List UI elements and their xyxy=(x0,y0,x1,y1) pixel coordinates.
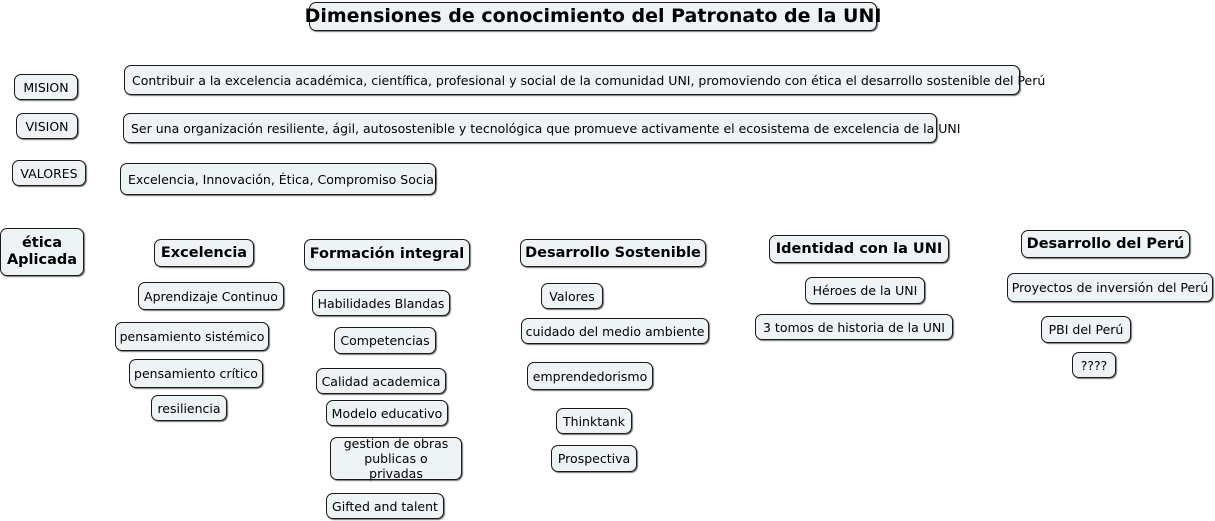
map-title: Dimensiones de conocimiento del Patronato de la UNI xyxy=(309,2,877,31)
item-heroes-uni: Héroes de la UNI xyxy=(805,277,925,304)
valores-label: VALORES xyxy=(12,160,86,186)
dimension-identidad-uni: Identidad con la UNI xyxy=(769,235,949,263)
item-pensamiento-sistemico: pensamiento sistémico xyxy=(115,322,269,351)
item-resiliencia: resiliencia xyxy=(151,395,227,421)
item-habilidades-blandas: Habilidades Blandas xyxy=(312,290,450,316)
vision-text: Ser una organización resiliente, ágil, autosostenible y tecnológica que promueve activamente el ecosistema de excelencia de la UNI xyxy=(123,113,937,143)
item-calidad-academica: Calidad academica xyxy=(316,368,446,394)
item-gestion-de-obras: gestion de obras publicas o privadas xyxy=(330,437,462,480)
item-aprendizaje-continuo: Aprendizaje Continuo xyxy=(138,282,284,310)
mision-label: MISION xyxy=(14,74,78,100)
item-pbi-peru: PBI del Perú xyxy=(1041,316,1131,343)
item-valores: Valores xyxy=(541,283,603,309)
item-modelo-educativo: Modelo educativo xyxy=(326,400,448,426)
dimension-desarrollo-sostenible: Desarrollo Sostenible xyxy=(520,239,706,267)
mision-text: Contribuir a la excelencia académica, científica, profesional y social de la comunidad UNI, promoviendo con ética el desarrollo sostenible del Perú xyxy=(124,65,1020,95)
dimension-excelencia: Excelencia xyxy=(154,239,254,267)
etica-aplicada-node: ética Aplicada xyxy=(0,228,84,276)
dimension-formacion-integral: Formación integral xyxy=(304,239,470,270)
item-cuidado-medio-ambiente: cuidado del medio ambiente xyxy=(521,318,709,344)
dimension-desarrollo-peru: Desarrollo del Perú xyxy=(1021,230,1190,258)
item-question-marks: ???? xyxy=(1072,352,1116,378)
item-prospectiva: Prospectiva xyxy=(551,445,637,472)
item-gifted-and-talent: Gifted and talent xyxy=(326,493,444,519)
item-emprendedorismo: emprendedorismo xyxy=(527,362,653,390)
item-proyectos-inversion: Proyectos de inversión del Perú xyxy=(1007,273,1213,302)
item-competencias: Competencias xyxy=(334,327,436,354)
item-thinktank: Thinktank xyxy=(556,408,632,434)
valores-text: Excelencia, Innovación, Ética, Compromiso Social xyxy=(120,163,436,195)
vision-label: VISION xyxy=(16,113,78,139)
item-pensamiento-critico: pensamiento crítico xyxy=(129,359,263,388)
item-tomos-historia-uni: 3 tomos de historia de la UNI xyxy=(755,314,953,340)
